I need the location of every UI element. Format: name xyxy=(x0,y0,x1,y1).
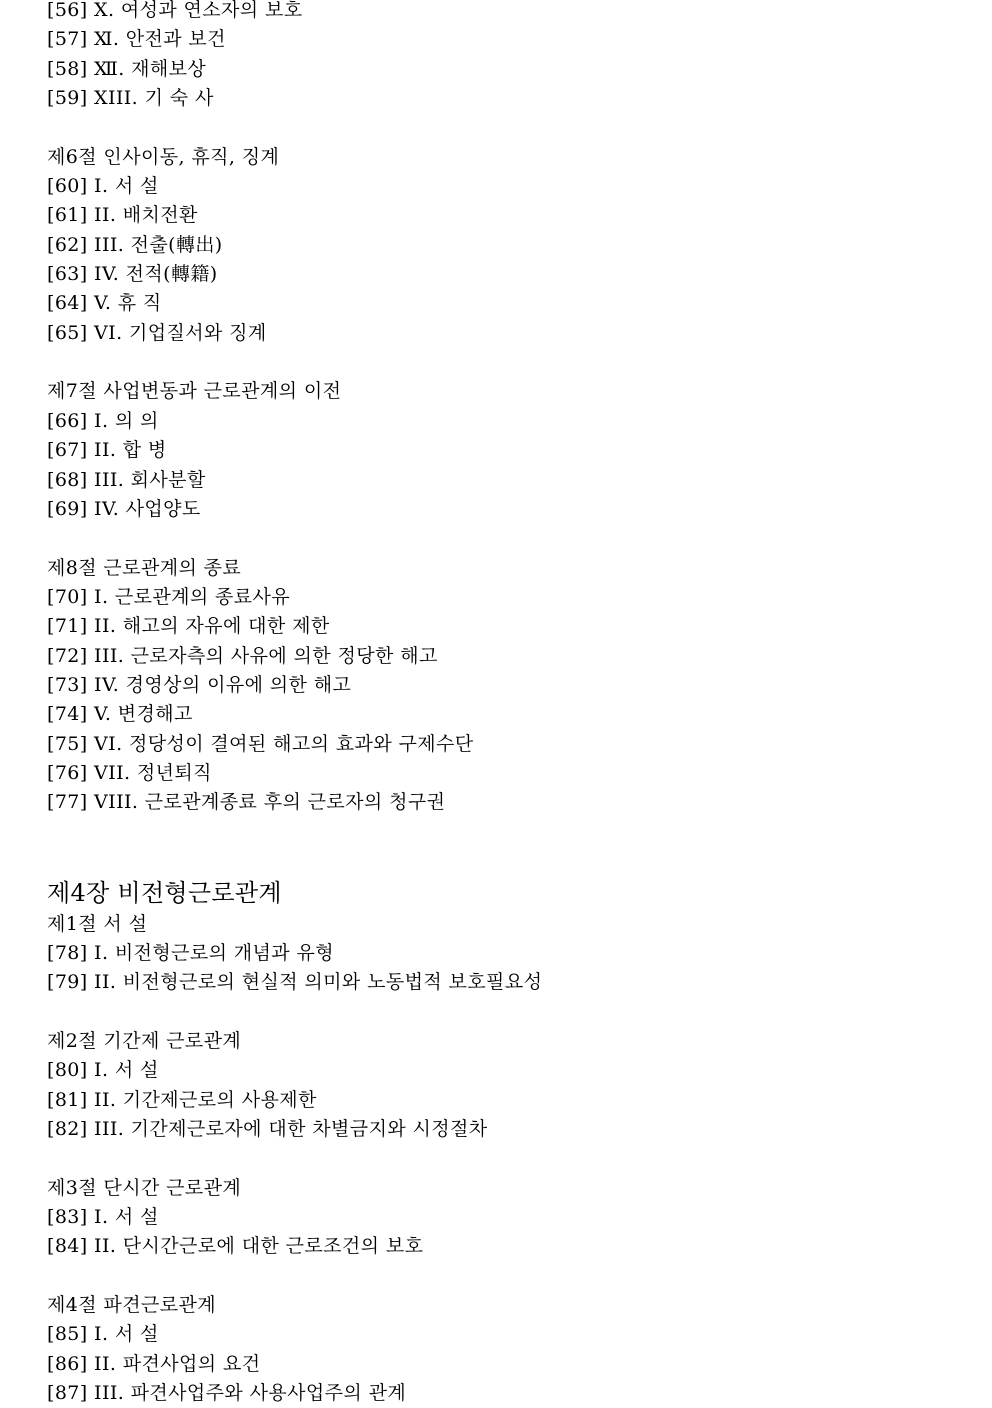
section-heading: 제3절 단시간 근로관계 xyxy=(47,1176,242,1199)
toc-item: [82] III. 기간제근로자에 대한 차별금지와 시정절차 xyxy=(47,1118,488,1141)
toc-item: [61] II. 배치전환 xyxy=(47,204,198,227)
toc-item: [76] VII. 정년퇴직 xyxy=(47,761,212,784)
toc-item: [59] XIII. 기 숙 사 xyxy=(47,87,214,110)
toc-item: [71] II. 해고의 자유에 대한 제한 xyxy=(47,615,330,638)
toc-item: [81] II. 기간제근로의 사용제한 xyxy=(47,1088,317,1111)
toc-item: [66] I. 의 의 xyxy=(47,409,159,432)
toc-item: [87] III. 파견사업주와 사용사업주의 관계 xyxy=(47,1382,407,1405)
toc-item: [77] VIII. 근로관계종료 후의 근로자의 청구권 xyxy=(47,791,446,814)
toc-item: [56] X. 여성과 연소자의 보호 xyxy=(47,0,303,21)
toc-item: [86] II. 파견사업의 요건 xyxy=(47,1352,261,1375)
toc-item: [58] Ⅻ. 재해보상 xyxy=(47,57,207,80)
toc-item: [70] I. 근로관계의 종료사유 xyxy=(47,585,291,608)
toc-item: [68] III. 회사분할 xyxy=(47,468,206,491)
toc-item: [60] I. 서 설 xyxy=(47,175,159,198)
toc-item: [69] IV. 사업양도 xyxy=(47,497,201,520)
toc-item: [78] I. 비전형근로의 개념과 유형 xyxy=(47,941,334,964)
toc-item: [74] V. 변경해고 xyxy=(47,703,193,726)
toc-item: [73] IV. 경영상의 이유에 의한 해고 xyxy=(47,673,352,696)
toc-item: [67] II. 합 병 xyxy=(47,439,167,462)
section-heading: 제6절 인사이동, 휴직, 징계 xyxy=(47,145,280,168)
toc-item: [79] II. 비전형근로의 현실적 의미와 노동법적 보호필요성 xyxy=(47,971,543,994)
chapter-heading: 제4장 비전형근로관계 xyxy=(47,878,282,907)
section-heading: 제2절 기간제 근로관계 xyxy=(47,1030,242,1052)
toc-item: [75] VI. 정당성이 결여된 해고의 효과와 구제수단 xyxy=(47,732,474,755)
toc-item: [80] I. 서 설 xyxy=(47,1059,159,1082)
section-heading: 제7절 사업변동과 근로관계의 이전 xyxy=(47,380,342,403)
section-heading: 제1절 서 설 xyxy=(47,912,148,935)
toc-item: [62] III. 전출(轉出) xyxy=(47,233,223,256)
toc-item: [85] I. 서 설 xyxy=(47,1323,159,1346)
toc-item: [57] Ⅺ. 안전과 보건 xyxy=(47,28,226,51)
section-heading: 제4절 파견근로관계 xyxy=(47,1294,216,1317)
toc-item: [63] IV. 전적(轉籍) xyxy=(47,263,218,286)
toc-item: [64] V. 휴 직 xyxy=(47,292,162,315)
toc-item: [72] III. 근로자측의 사유에 의한 정당한 해고 xyxy=(47,644,438,667)
toc-item: [84] II. 단시간근로에 대한 근로조건의 보호 xyxy=(47,1235,424,1258)
toc-item: [65] VI. 기업질서와 징계 xyxy=(47,321,267,344)
toc-item: [83] I. 서 설 xyxy=(47,1206,159,1229)
table-of-contents xyxy=(47,0,952,1408)
section-heading: 제8절 근로관계의 종료 xyxy=(47,556,242,579)
